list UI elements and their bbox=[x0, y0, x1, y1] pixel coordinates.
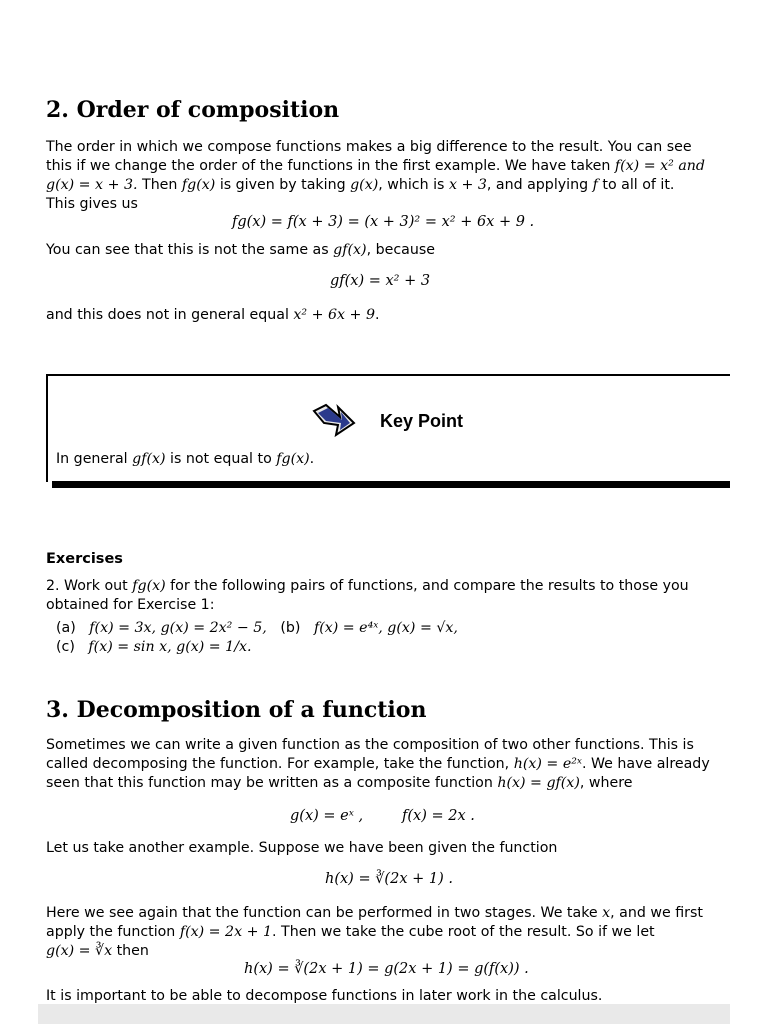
key-point-arrow-icon bbox=[312, 403, 356, 439]
text: 2. Work out bbox=[46, 578, 133, 594]
text: this if we change the order of the functions in the first example. We have taken bbox=[46, 158, 611, 174]
math: fg(x) bbox=[181, 177, 216, 193]
equation-f-2x: f(x) = 2x . bbox=[402, 808, 475, 824]
text-line bbox=[46, 942, 726, 961]
math: g(x) = ∛x bbox=[46, 943, 113, 959]
text-line bbox=[46, 241, 726, 260]
text-line: This gives us bbox=[46, 196, 138, 212]
text-line: Sometimes we can write a given function as the composition of two other functions. This is bbox=[46, 737, 694, 753]
text: then bbox=[112, 943, 149, 959]
math: fg(x) bbox=[132, 578, 166, 594]
text: called decomposing the function. For example, take the function, bbox=[46, 756, 514, 772]
text: and this does not in general equal bbox=[46, 307, 294, 323]
math: g(x) = x + 3. bbox=[46, 177, 138, 193]
math: x² + 6x + 9 bbox=[293, 307, 375, 323]
text: to all of it. bbox=[597, 177, 675, 193]
math: f(x) = x² and bbox=[614, 158, 705, 174]
page-footer-strip bbox=[38, 1004, 730, 1024]
math: gf(x) bbox=[132, 451, 166, 467]
text: In general bbox=[56, 451, 133, 467]
exercises-heading: Exercises bbox=[46, 551, 123, 567]
text: Then bbox=[137, 177, 182, 193]
section2-paragraph-2 bbox=[46, 241, 726, 260]
text: . bbox=[309, 451, 315, 467]
text: . Then we take the cube root of the result. So if we let bbox=[272, 924, 655, 940]
part-expression-b: f(x) = e⁴ˣ, g(x) = √x, bbox=[313, 620, 458, 636]
text: apply the function bbox=[46, 924, 180, 940]
text-line bbox=[46, 923, 726, 942]
key-point-title: Key Point bbox=[380, 411, 464, 431]
math: x bbox=[602, 905, 611, 921]
section3-paragraph-2 bbox=[46, 839, 726, 858]
text-line bbox=[46, 157, 726, 176]
part-label-c: (c) bbox=[56, 639, 75, 655]
math: fg(x) bbox=[276, 451, 310, 467]
section2-paragraph-1 bbox=[46, 138, 726, 214]
exercise-parts bbox=[56, 619, 656, 657]
text: . We have already bbox=[581, 756, 710, 772]
math: h(x) = e²ˣ bbox=[513, 756, 582, 772]
math: x + 3 bbox=[448, 177, 487, 193]
equation-g-ex: g(x) = eˣ , bbox=[290, 808, 364, 824]
text: . bbox=[374, 307, 380, 323]
exercise-part-row bbox=[56, 638, 656, 657]
section3-paragraph-3 bbox=[46, 904, 726, 961]
text-line bbox=[46, 774, 726, 793]
text-line bbox=[46, 755, 726, 774]
section2-paragraph-3 bbox=[46, 306, 726, 325]
text-line bbox=[46, 904, 726, 923]
part-expression-c: f(x) = sin x, g(x) = 1/x. bbox=[88, 639, 252, 655]
math: g(x) bbox=[350, 177, 379, 193]
part-label-a: (a) bbox=[56, 620, 76, 636]
text: Here we see again that the function can be performed in two stages. We take bbox=[46, 905, 603, 921]
text-line: The order in which we compose functions makes a big difference to the result. You can see bbox=[46, 139, 692, 155]
math: f(x) = 2x + 1 bbox=[179, 924, 273, 940]
key-point-text bbox=[56, 450, 656, 469]
text-line bbox=[46, 577, 726, 596]
equation-gf: gf(x) = x² + 3 bbox=[330, 273, 431, 289]
text-line: obtained for Exercise 1: bbox=[46, 597, 215, 613]
text: for the following pairs of functions, and compare the results to those you bbox=[165, 578, 689, 594]
text-line bbox=[46, 176, 726, 195]
math: h(x) = gf(x) bbox=[497, 775, 580, 791]
section-title-decomposition: 3. Decomposition of a function bbox=[46, 697, 427, 723]
key-point-box-shadow bbox=[52, 481, 730, 488]
equation-h-composite: h(x) = ∛(2x + 1) = g(2x + 1) = g(f(x)) . bbox=[244, 961, 529, 977]
text-line: It is important to be able to decompose functions in later work in the calculus. bbox=[46, 988, 603, 1004]
math: f bbox=[592, 177, 598, 193]
text: is not equal to bbox=[165, 451, 277, 467]
text: seen that this function may be written as a composite function bbox=[46, 775, 498, 791]
text: , which is bbox=[378, 177, 449, 193]
text: , and applying bbox=[486, 177, 593, 193]
section3-paragraph-1 bbox=[46, 736, 726, 793]
section-title-order-of-composition: 2. Order of composition bbox=[46, 97, 340, 123]
exercise-part-row bbox=[56, 619, 656, 638]
text: , and we first bbox=[610, 905, 703, 921]
part-label-b: (b) bbox=[280, 620, 301, 636]
text: You can see that this is not the same as bbox=[46, 242, 334, 258]
equation-h-cuberoot: h(x) = ∛(2x + 1) . bbox=[325, 871, 453, 887]
text-line: Let us take another example. Suppose we have been given the function bbox=[46, 840, 558, 856]
exercise-2-text bbox=[46, 577, 726, 615]
math: gf(x) bbox=[333, 242, 367, 258]
text-line bbox=[46, 306, 726, 325]
text: , because bbox=[366, 242, 435, 258]
text: , where bbox=[579, 775, 633, 791]
equation-fg: fg(x) = f(x + 3) = (x + 3)² = x² + 6x + 9 . bbox=[232, 214, 535, 230]
text-line bbox=[56, 450, 656, 469]
text: is given by taking bbox=[215, 177, 351, 193]
part-expression-a: f(x) = 3x, g(x) = 2x² − 5, bbox=[89, 620, 267, 636]
